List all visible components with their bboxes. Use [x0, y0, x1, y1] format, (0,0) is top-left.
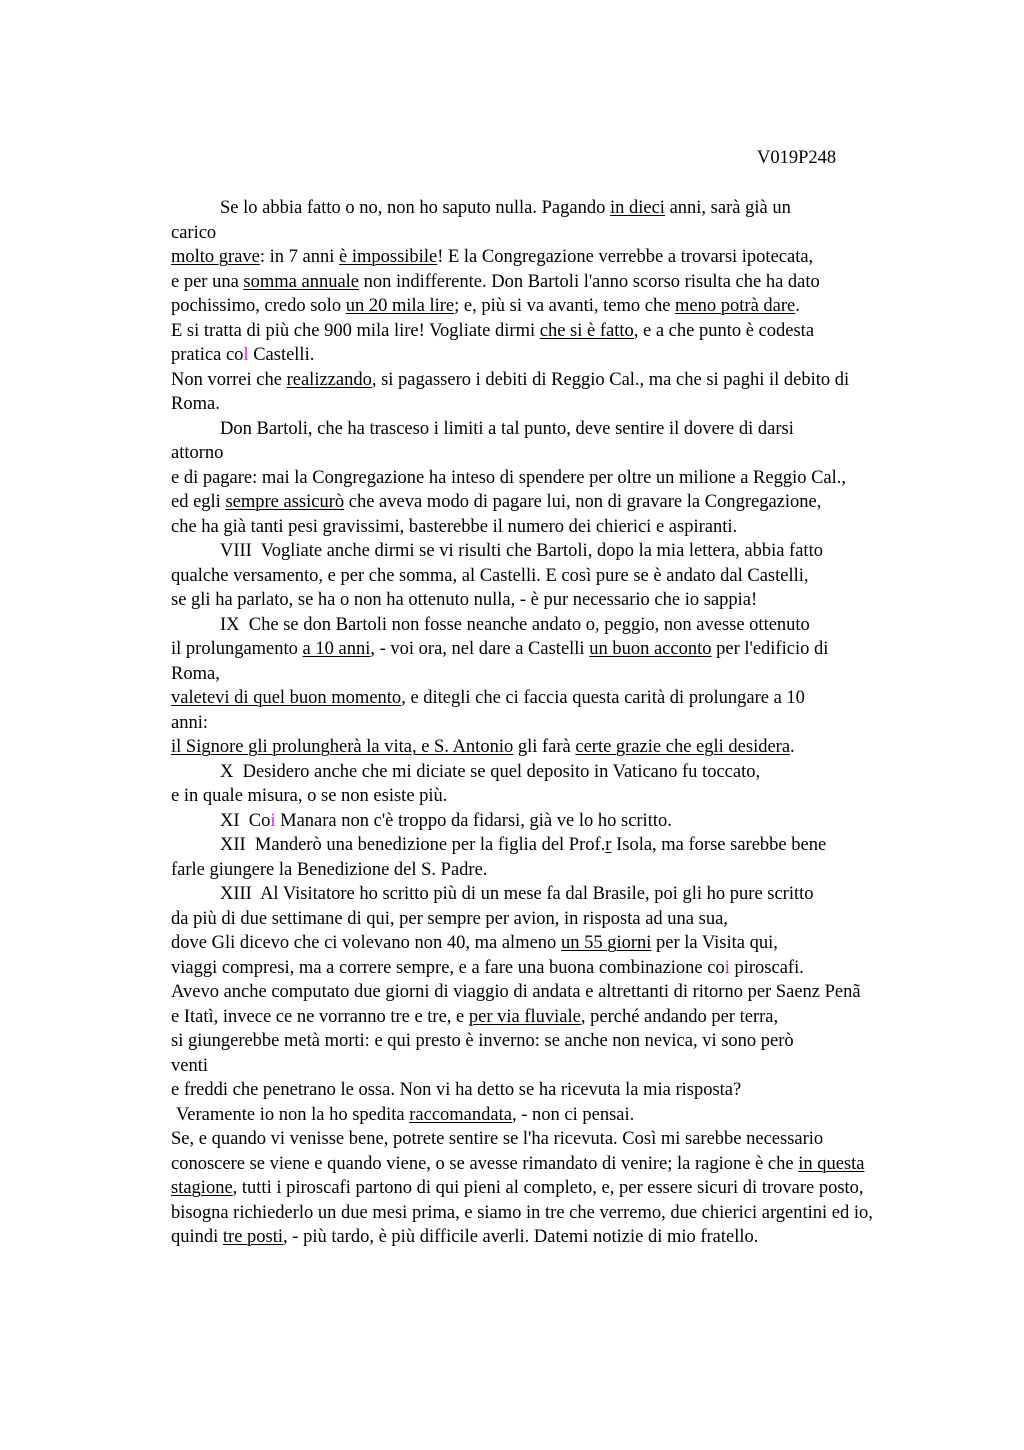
text-segment: , e a che punto è codesta: [633, 320, 815, 341]
text-segment: pochissimo, credo solo: [171, 296, 346, 316]
text-line: [171, 784, 971, 809]
magenta-letter: i: [724, 957, 730, 978]
text-segment: , e ditegli che ci faccia questa carità di prolungare a 10: [401, 688, 805, 708]
text-line: [171, 539, 971, 564]
text-line: [171, 613, 971, 638]
underlined-text: è impossibile: [339, 247, 438, 267]
text-line: [171, 1201, 971, 1226]
text-line: [171, 466, 971, 491]
underlined-text: in questa: [798, 1153, 865, 1174]
text-line: [171, 294, 971, 319]
text-line: [171, 637, 971, 662]
underlined-text: a 10 anni: [302, 639, 371, 659]
text-line: [171, 1225, 971, 1250]
text-line: [171, 368, 971, 393]
text-segment: carico: [171, 222, 217, 243]
text-segment: ed egli: [171, 492, 226, 512]
text-segment: pratica co: [171, 345, 244, 365]
text-segment: si giungerebbe metà morti: e qui presto è inverno: se anche non nevica, vi sono però: [171, 1031, 794, 1051]
text-line: [171, 1078, 971, 1103]
underlined-text: somma annuale: [243, 271, 360, 292]
magenta-letter: i: [270, 810, 276, 831]
text-line: [171, 392, 971, 417]
text-segment: dove Gli dicevo che ci volevano non 40, ma almeno: [171, 933, 561, 953]
text-line: [171, 343, 971, 368]
text-segment: IX Che se don Bartoli non fosse neanche andato o, peggio, non avesse ottenuto: [220, 614, 810, 635]
text-line: [171, 760, 971, 785]
magenta-letter: l: [243, 345, 249, 365]
underlined-text: r: [605, 835, 612, 855]
text-line: [171, 515, 971, 540]
text-segment: quindi: [171, 1227, 223, 1247]
text-segment: non indifferente. Don Bartoli l'anno scorso risulta che ha dato: [359, 271, 820, 292]
text-segment: , - non ci pensai.: [511, 1104, 635, 1125]
text-segment: Castelli.: [248, 345, 315, 365]
text-line: [171, 833, 971, 858]
underlined-text: un buon acconto: [589, 639, 712, 659]
underlined-text: tre posti: [222, 1227, 284, 1247]
text-segment: X Desidero anche che mi diciate se quel deposito in Vaticano fu toccato,: [220, 761, 761, 782]
text-segment: .: [790, 737, 795, 757]
text-line: [171, 931, 971, 956]
text-segment: per la Visita qui,: [651, 933, 778, 953]
underlined-text: certe grazie che egli desidera: [575, 737, 791, 757]
underlined-text: meno potrà dare: [675, 296, 796, 316]
text-segment: gli farà: [513, 737, 576, 757]
underlined-text: un 20 mila lire: [345, 296, 455, 316]
text-segment: conoscere se viene e quando viene, o se avesse rimandato di venire; la ragione è che: [171, 1153, 799, 1174]
text-line: [171, 858, 971, 883]
text-segment: il prolungamento: [171, 639, 303, 659]
text-segment: da più di due settimane di qui, per sempre per avion, in risposta ad una sua,: [171, 908, 728, 929]
text-segment: che ha già tanti pesi gravissimi, basterebbe il numero dei chierici e aspiranti.: [171, 516, 738, 537]
text-segment: che aveva modo di pagare lui, non di gravare la Congregazione,: [344, 492, 822, 512]
text-line: [171, 319, 971, 344]
text-segment: attorno: [171, 443, 224, 463]
text-line: [171, 1005, 971, 1030]
text-segment: farle giungere la Benedizione del S. Padre.: [171, 859, 488, 880]
underlined-text: un 55 giorni: [560, 933, 652, 953]
text-line: [171, 1054, 971, 1079]
text-line: [171, 221, 971, 246]
underlined-text: realizzando: [286, 369, 372, 390]
text-segment: , tutti i piroscafi partono di qui pieni al completo, e, per essere sicuri di trovare posto,: [232, 1178, 864, 1198]
text-line: [171, 441, 971, 466]
text-segment: , perché andando per terra,: [580, 1006, 779, 1027]
text-segment: XII Manderò una benedizione per la figlia del Prof.: [220, 835, 606, 855]
text-segment: Roma,: [171, 663, 220, 684]
text-line: [171, 735, 971, 760]
text-line: [171, 882, 971, 907]
text-segment: Avevo anche computato due giorni di viaggio di andata e altrettanti di ritorno per Saenz Penã: [171, 982, 861, 1002]
text-segment: Veramente io non la ho spedita: [176, 1104, 410, 1125]
text-segment: VIII Vogliate anche dirmi se vi risulti che Bartoli, dopo la mia lettera, abbia fatto: [220, 541, 823, 561]
text-line: [171, 417, 971, 442]
text-segment: e Itatì, invece ce ne vorranno tre e tre, e: [171, 1006, 469, 1027]
underlined-text: in dieci: [609, 198, 665, 218]
underlined-text: sempre assicurò: [225, 492, 345, 512]
text-segment: Se lo abbia fatto o no, non ho saputo nulla. Pagando: [220, 198, 610, 218]
underlined-text: per via fluviale: [468, 1006, 581, 1027]
text-segment: Isola, ma forse sarebbe bene: [611, 835, 827, 855]
text-segment: se gli ha parlato, se ha o non ha ottenuto nulla, - è pur necessario che io sappia!: [171, 590, 758, 610]
text-segment: viaggi compresi, ma a correre sempre, e a fare una buona combinazione co: [171, 957, 725, 978]
text-segment: Roma.: [171, 394, 220, 414]
text-segment: .: [795, 296, 800, 316]
text-segment: anni:: [171, 712, 208, 733]
text-line: [171, 907, 971, 932]
text-segment: Non vorrei che: [171, 369, 287, 390]
text-segment: Manara non c'è troppo da fidarsi, già ve lo ho scritto.: [275, 810, 672, 831]
text-segment: : in 7 anni: [259, 247, 340, 267]
text-line: [171, 490, 971, 515]
text-line: [171, 809, 971, 834]
text-segment: , si pagassero i debiti di Reggio Cal., ma che si paghi il debito di: [371, 369, 850, 390]
page-identifier: V019P248: [757, 148, 837, 168]
text-segment: ; e, più si va avanti, temo che: [454, 296, 676, 316]
underlined-text: molto grave: [171, 247, 260, 267]
text-segment: Se, e quando vi venisse bene, potrete sentire se l'ha ricevuta. Così mi sarebbe necessario: [171, 1129, 824, 1149]
text-line: [171, 1029, 971, 1054]
text-segment: Don Bartoli, che ha trasceso i limiti a tal punto, deve sentire il dovere di darsi: [220, 418, 794, 439]
text-line: [171, 1127, 971, 1152]
text-line: [171, 245, 971, 270]
text-segment: anni, sarà già un: [664, 198, 791, 218]
text-line: [171, 270, 971, 295]
text-segment: XIII Al Visitatore ho scritto più di un mese fa dal Brasile, poi gli ho pure scritto: [220, 884, 814, 904]
text-line: [171, 196, 971, 221]
text-line: [171, 980, 971, 1005]
text-segment: e di pagare: mai la Congregazione ha inteso di spendere per oltre un milione a Reggio Cal.,: [171, 467, 847, 488]
text-line: [171, 956, 971, 981]
text-line: [171, 1176, 971, 1201]
letter-body: [171, 196, 971, 1250]
text-segment: XI Co: [220, 810, 271, 831]
text-segment: , - voi ora, nel dare a Castelli: [370, 639, 590, 659]
underlined-text: valetevi di quel buon momento: [171, 688, 402, 708]
text-segment: venti: [171, 1055, 208, 1076]
text-segment: bisogna richiederlo un due mesi prima, e siamo in tre che verremo, due chierici argentini ed io,: [171, 1202, 873, 1223]
text-segment: piroscafi.: [729, 957, 804, 978]
text-segment: per l'edificio di: [711, 639, 829, 659]
text-segment: ! E la Congregazione verrebbe a trovarsi ipotecata,: [437, 247, 814, 267]
text-segment: E si tratta di più che 900 mila lire! Vogliate dirmi: [171, 320, 540, 341]
underlined-text: il Signore gli prolungherà la vita, e S. Antonio: [171, 737, 514, 757]
underlined-text: che si è fatto: [539, 320, 634, 341]
text-line: [171, 1103, 971, 1128]
text-segment: , - più tardo, è più difficile averli. Datemi notizie di mio fratello.: [283, 1227, 759, 1247]
text-segment: e freddi che penetrano le ossa. Non vi ha detto se ha ricevuta la mia risposta?: [171, 1080, 742, 1100]
text-line: [171, 1152, 971, 1177]
underlined-text: raccomandata: [409, 1104, 512, 1125]
text-segment: e per una: [171, 271, 244, 292]
underlined-text: stagione: [171, 1178, 233, 1198]
text-segment: qualche versamento, e per che somma, al Castelli. E così pure se è andato dal Castelli,: [171, 565, 809, 586]
text-segment: e in quale misura, o se non esiste più.: [171, 786, 448, 806]
text-line: [171, 662, 971, 687]
text-line: [171, 686, 971, 711]
text-line: [171, 588, 971, 613]
text-line: [171, 711, 971, 736]
text-line: [171, 564, 971, 589]
